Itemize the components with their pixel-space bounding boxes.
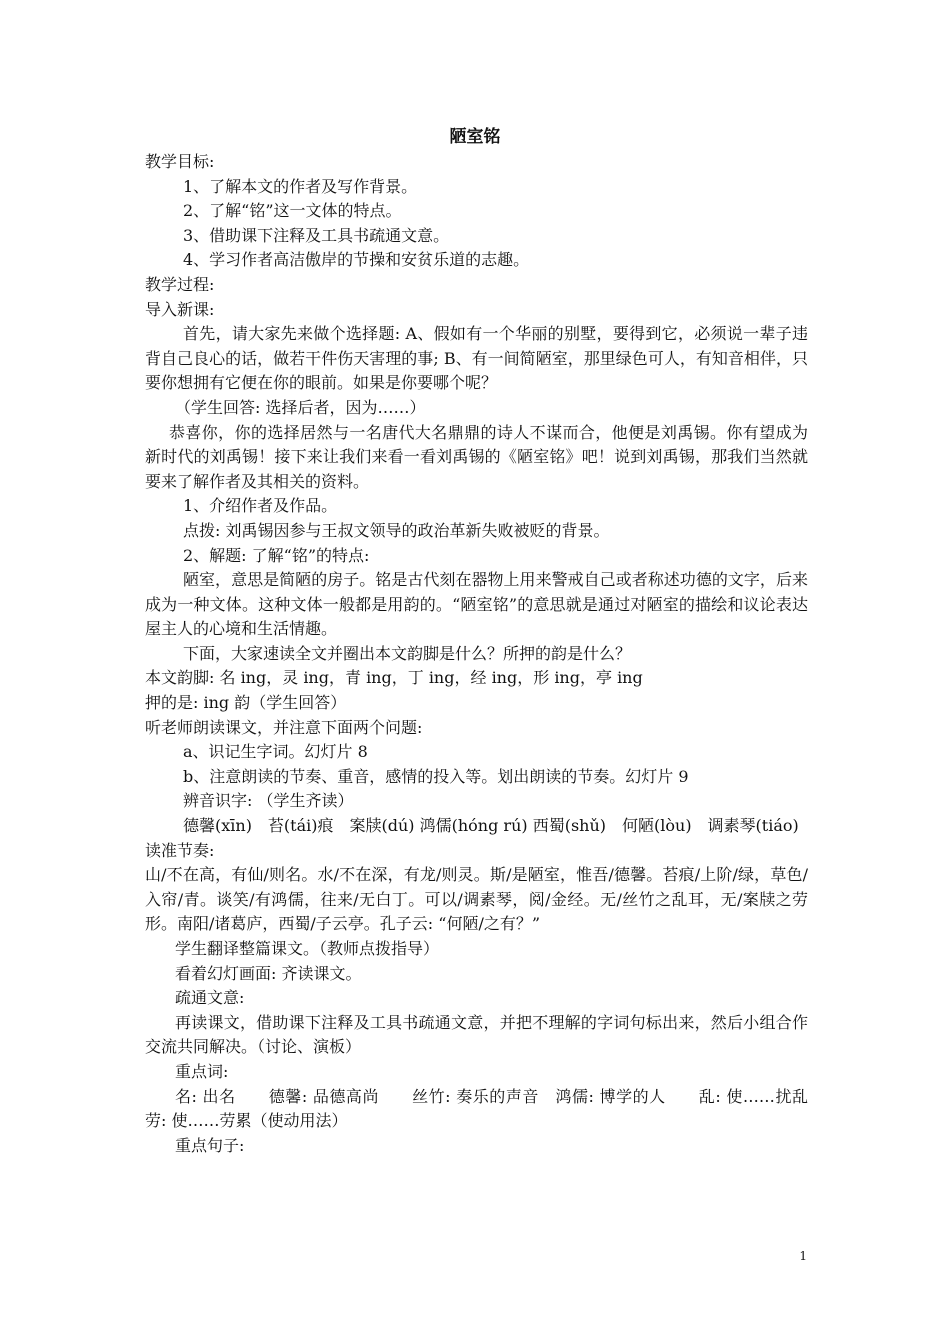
paragraph: 再读课文，借助课下注释及工具书疏通文意，并把不理解的字词句标出来，然后小组合作交流共同解决。（讨论、演板） [145,1012,808,1057]
paragraph: 2、了解“铭”这一文体的特点。 [183,201,402,221]
paragraph: 3、借助课下注释及工具书疏通文意。 [183,225,450,245]
paragraph: 下面，大家速读全文并圈出本文韵脚是什么？所押的韵是什么？ [183,643,632,663]
paragraph: 陋室，意思是简陋的房子。铭是古代刻在器物上用来警戒自己或者称述功德的文字，后来成为一种文体。这种文体一般都是用韵的。“陋室铭”的意思就是通过对陋室的描绘和议论表达屋主人的心境和生活情趣。 [145,570,808,639]
paragraph: 教学过程: [145,274,215,294]
document-title: 陋室铭 [449,127,501,147]
paragraph: 德馨(xīn) 苔(tái)痕 案牍(dú) 鸿儒(hóng rú) 西蜀(shǔ) 何陋(lòu) 调素琴(tiáo) [183,816,799,836]
paragraph: 1、介绍作者及作品。 [183,496,338,516]
paragraph: （学生回答: 选择后者，因为……） [175,397,426,417]
page-number: 1 [799,1249,807,1263]
paragraph: 4、学习作者高洁傲岸的节操和安贫乐道的志趣。 [183,250,530,270]
paragraph: 点拨: 刘禹锡因参与王叔文领导的政治革新失败被贬的背景。 [183,520,610,540]
paragraph: 听老师朗读课文，并注意下面两个问题: [145,717,423,737]
paragraph: 重点句子: [175,1135,245,1155]
paragraph: 恭喜你，你的选择居然与一名唐代大名鼎鼎的诗人不谋而合，他便是刘禹锡。你有望成为新时代的刘禹锡！接下来让我们来看一看刘禹锡的《陋室铭》吧！说到刘禹锡，那我们当然就要来了解作者及其相关的资料。 [145,422,808,491]
paragraph: 学生翻译整篇课文。（教师点拨指导） [175,939,440,958]
paragraph: 2、解题: 了解“铭”的特点: [183,545,370,565]
paragraph: 读准节奏: [145,840,215,860]
paragraph: 1、了解本文的作者及写作背景。 [183,176,418,196]
paragraph: 疏通文意: [175,988,245,1008]
paragraph: 重点词: [175,1061,229,1081]
paragraph: 看着幻灯画面: 齐读课文。 [175,963,362,983]
paragraph: a、识记生字词。幻灯片 8 [183,742,368,762]
paragraph: b、注意朗读的节奏、重音，感情的投入等。划出朗读的节奏。幻灯片 9 [183,766,689,786]
paragraph: 导入新课: [145,299,215,319]
paragraph: 名: 出名 德馨: 品德高尚 丝竹: 奏乐的声音 鸿儒: 博学的人 乱: 使……扰乱 劳: 使……劳累（使动用法） [145,1086,808,1131]
paragraph: 首先，请大家先来做个选择题: A、假如有一个华丽的别墅，要得到它，必须说一辈子违背自己良心的话，做若干件伤天害理的事; B、有一间简陋室，那里绿色可人，有知音相伴，只要你想拥有它便在你的眼前。如果是你要哪个呢？ [145,324,808,393]
paragraph: 本文韵脚: 名 ing，灵 ing，青 ing，丁 ing，经 ing，形 ing，亭 ing [145,668,643,688]
paragraph: 教学目标: [145,152,215,171]
paragraph: 辨音识字: （学生齐读） [183,791,354,811]
paragraph: 山/不在高，有仙/则名。水/不在深，有龙/则灵。斯/是陋室，惟吾/德馨。苔痕/上阶/绿，草色/入帘/青。谈笑/有鸿儒，往来/无白丁。可以/调素琴，阅/金经。无/丝竹之乱耳，无/案牍之劳形。南阳/诸葛庐，西蜀/子云亭。孔子云: “何陋/之有？” [145,865,808,934]
document-body [145,150,808,1158]
paragraph: 押的是: ing 韵（学生回答） [145,693,347,713]
